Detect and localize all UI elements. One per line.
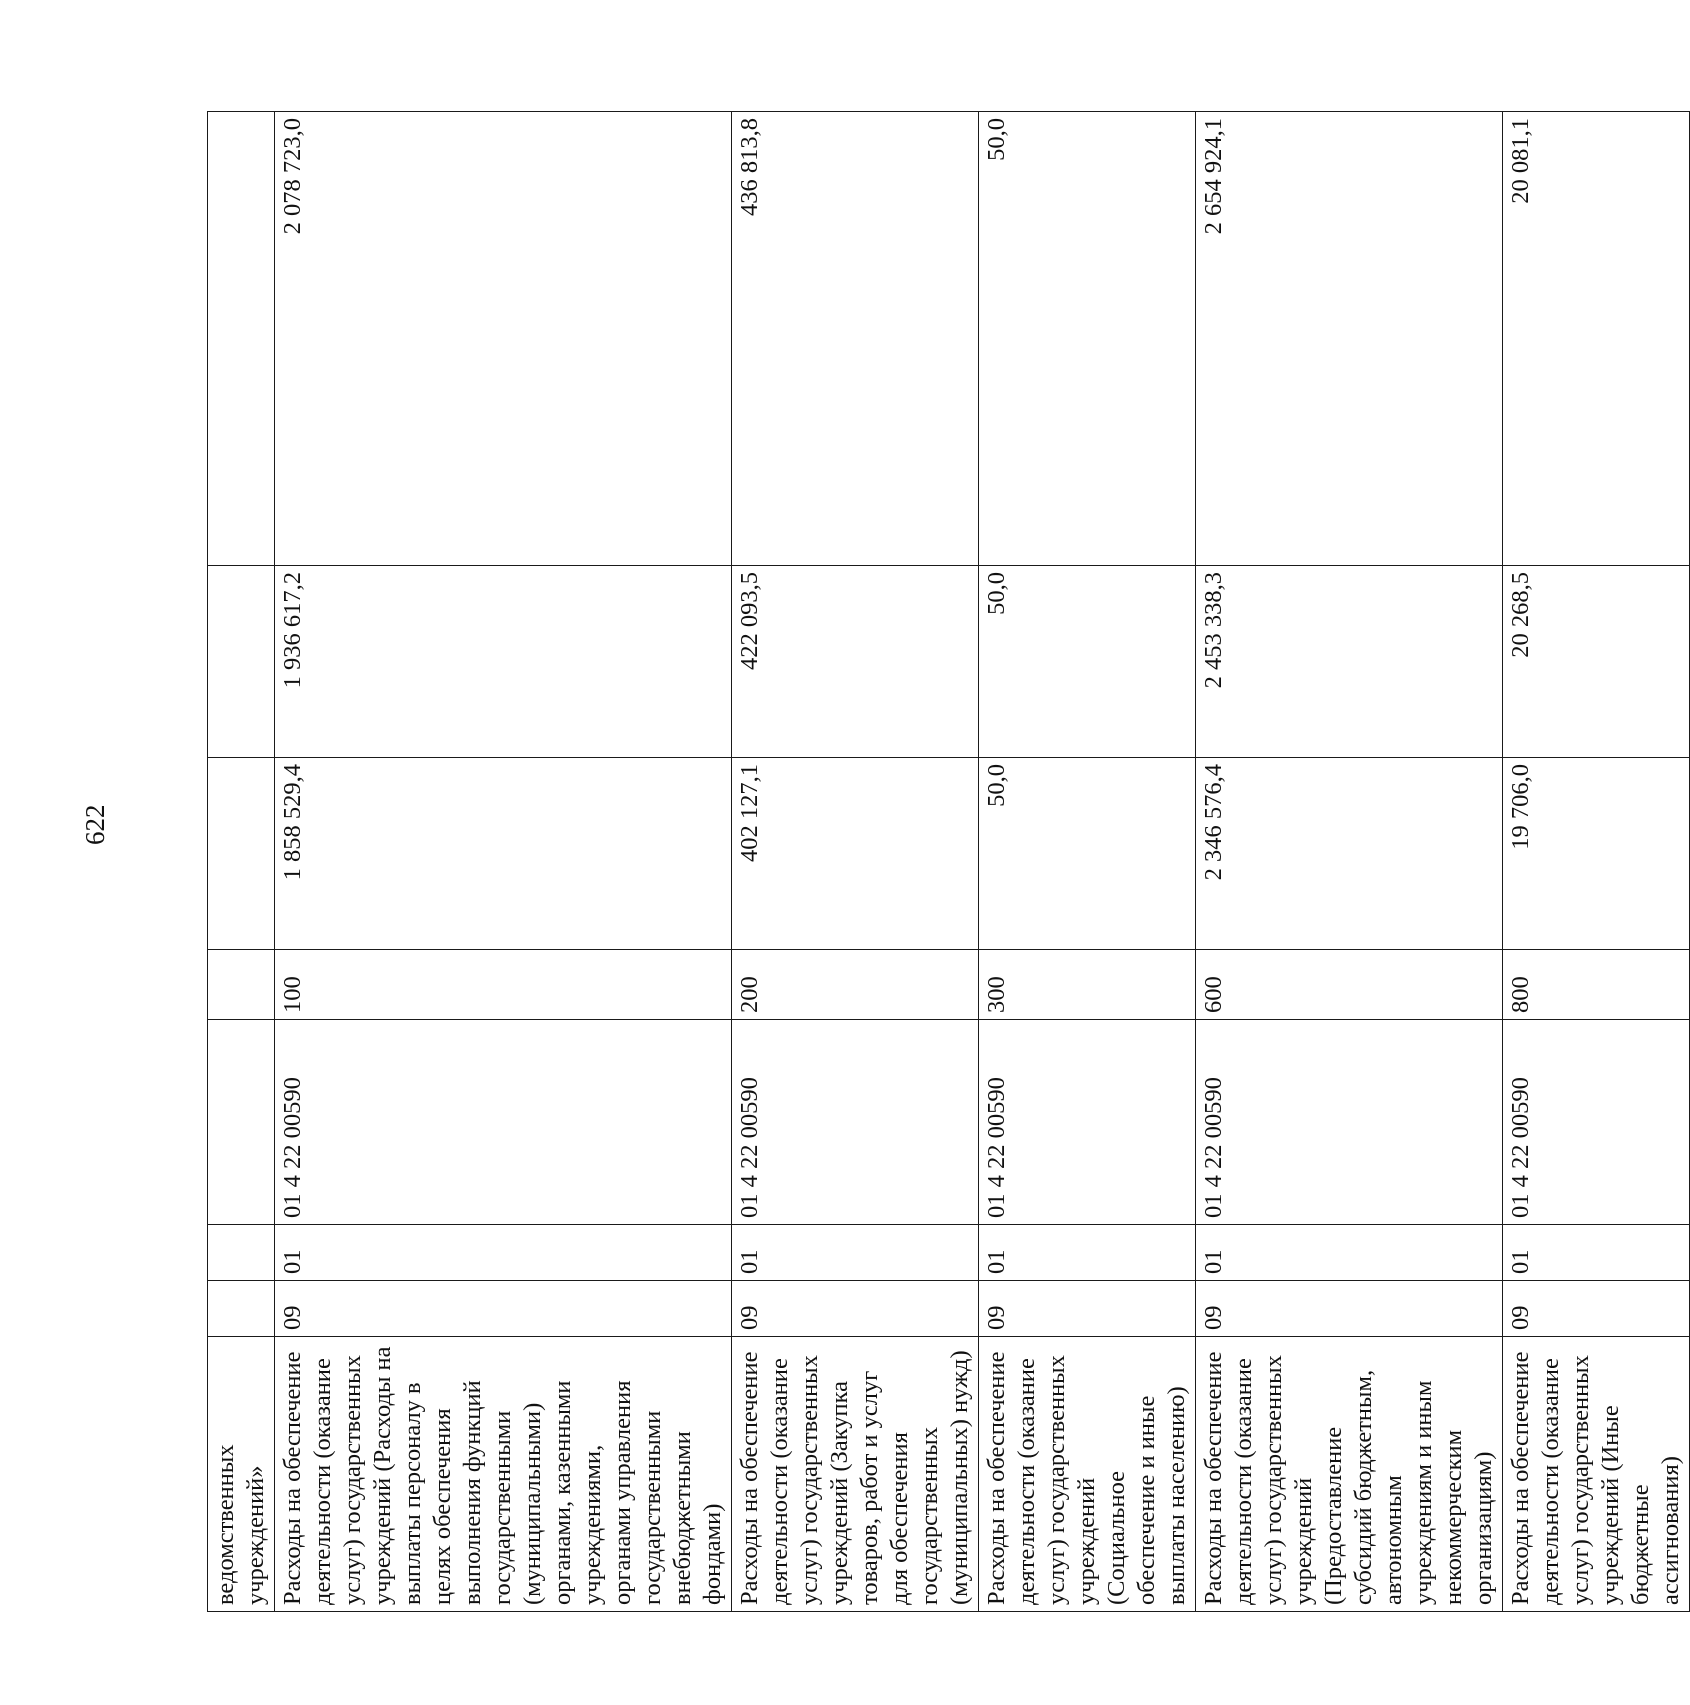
expense-name: Расходы на обеспечение деятельности (оказание услуг) государственных учреждений (Социальное обеспечение и иные выплаты населению) bbox=[983, 1351, 1190, 1605]
amount-2-cell: 50,0 bbox=[979, 566, 1196, 758]
expense-name: Расходы на обеспечение деятельности (оказание услуг) государственных учреждений (Иные бюджетные ассигнования) bbox=[1507, 1351, 1684, 1605]
amount-3-cell: 2 654 924,1 bbox=[1196, 112, 1503, 566]
target-article-cell: 01 4 22 00590 bbox=[1196, 1020, 1503, 1225]
expense-name-cell bbox=[1503, 1337, 1690, 1612]
section-cell: 09 bbox=[979, 1281, 1196, 1337]
amount-2-cell: 20 268,5 bbox=[1503, 566, 1690, 758]
amount-1-cell: 50,0 bbox=[979, 758, 1196, 950]
table-row-continuation bbox=[208, 112, 275, 1612]
budget-table bbox=[207, 111, 1690, 1612]
target-article-cell: 01 4 22 00590 bbox=[732, 1020, 979, 1225]
table-row bbox=[732, 112, 979, 1612]
expense-type-cell: 600 bbox=[1196, 950, 1503, 1020]
table-row bbox=[1196, 112, 1503, 1612]
amount-3-cell: 50,0 bbox=[979, 112, 1196, 566]
expense-type-cell: 800 bbox=[1503, 950, 1690, 1020]
target-article-cell: 01 4 22 00590 bbox=[979, 1020, 1196, 1225]
amount-2-cell: 1 936 617,2 bbox=[275, 566, 732, 758]
expense-name-cell bbox=[979, 1337, 1196, 1612]
expense-type-cell: 100 bbox=[275, 950, 732, 1020]
expense-name-cell bbox=[275, 1337, 732, 1612]
section-cell: 09 bbox=[1196, 1281, 1503, 1337]
table-row bbox=[979, 112, 1196, 1612]
page-number: 622 bbox=[80, 804, 110, 845]
continuation-cell: ведомственных учреждений» bbox=[208, 1337, 275, 1612]
amount-1-cell: 19 706,0 bbox=[1503, 758, 1690, 950]
section-cell: 09 bbox=[275, 1281, 732, 1337]
table-row bbox=[275, 112, 732, 1612]
empty-cell bbox=[208, 566, 275, 758]
amount-3-cell: 20 081,1 bbox=[1503, 112, 1690, 566]
empty-cell bbox=[208, 1281, 275, 1337]
amount-3-cell: 436 813,8 bbox=[732, 112, 979, 566]
subsection-cell: 01 bbox=[979, 1225, 1196, 1281]
empty-cell bbox=[208, 1225, 275, 1281]
amount-1-cell: 1 858 529,4 bbox=[275, 758, 732, 950]
expense-type-cell: 200 bbox=[732, 950, 979, 1020]
amount-1-cell: 402 127,1 bbox=[732, 758, 979, 950]
table-row bbox=[1503, 112, 1690, 1612]
target-article-cell: 01 4 22 00590 bbox=[275, 1020, 732, 1225]
empty-cell bbox=[208, 112, 275, 566]
subsection-cell: 01 bbox=[275, 1225, 732, 1281]
expense-type-cell: 300 bbox=[979, 950, 1196, 1020]
expense-name: Расходы на обеспечение деятельности (оказание услуг) государственных учреждений (Предоставление субсидий бюджетным, автономным учреждениям и иным некоммерческим организациям) bbox=[1200, 1351, 1497, 1605]
amount-3-cell: 2 078 723,0 bbox=[275, 112, 732, 566]
expense-name: Расходы на обеспечение деятельности (оказание услуг) государственных учреждений (Расходы на выплаты персоналу в целях обеспечения выполнения функций государственными (муниципальными) органами, казенными учреждениями, органами управления государственными внебюджетными фондами) bbox=[279, 1346, 726, 1605]
subsection-cell: 01 bbox=[1196, 1225, 1503, 1281]
amount-1-cell: 2 346 576,4 bbox=[1196, 758, 1503, 950]
section-cell: 09 bbox=[732, 1281, 979, 1337]
subsection-cell: 01 bbox=[1503, 1225, 1690, 1281]
budget-table-container bbox=[207, 112, 1684, 1612]
empty-cell bbox=[208, 1020, 275, 1225]
expense-name-cell bbox=[732, 1337, 979, 1612]
amount-2-cell: 2 453 338,3 bbox=[1196, 566, 1503, 758]
expense-name: Расходы на обеспечение деятельности (оказание услуг) государственных учреждений (Закупка товаров, работ и услуг для обеспечения государственных (муниципальных) нужд) bbox=[736, 1350, 973, 1605]
section-cell: 09 bbox=[1503, 1281, 1690, 1337]
empty-cell bbox=[208, 758, 275, 950]
target-article-cell: 01 4 22 00590 bbox=[1503, 1020, 1690, 1225]
amount-2-cell: 422 093,5 bbox=[732, 566, 979, 758]
subsection-cell: 01 bbox=[732, 1225, 979, 1281]
expense-name-cell bbox=[1196, 1337, 1503, 1612]
empty-cell bbox=[208, 950, 275, 1020]
